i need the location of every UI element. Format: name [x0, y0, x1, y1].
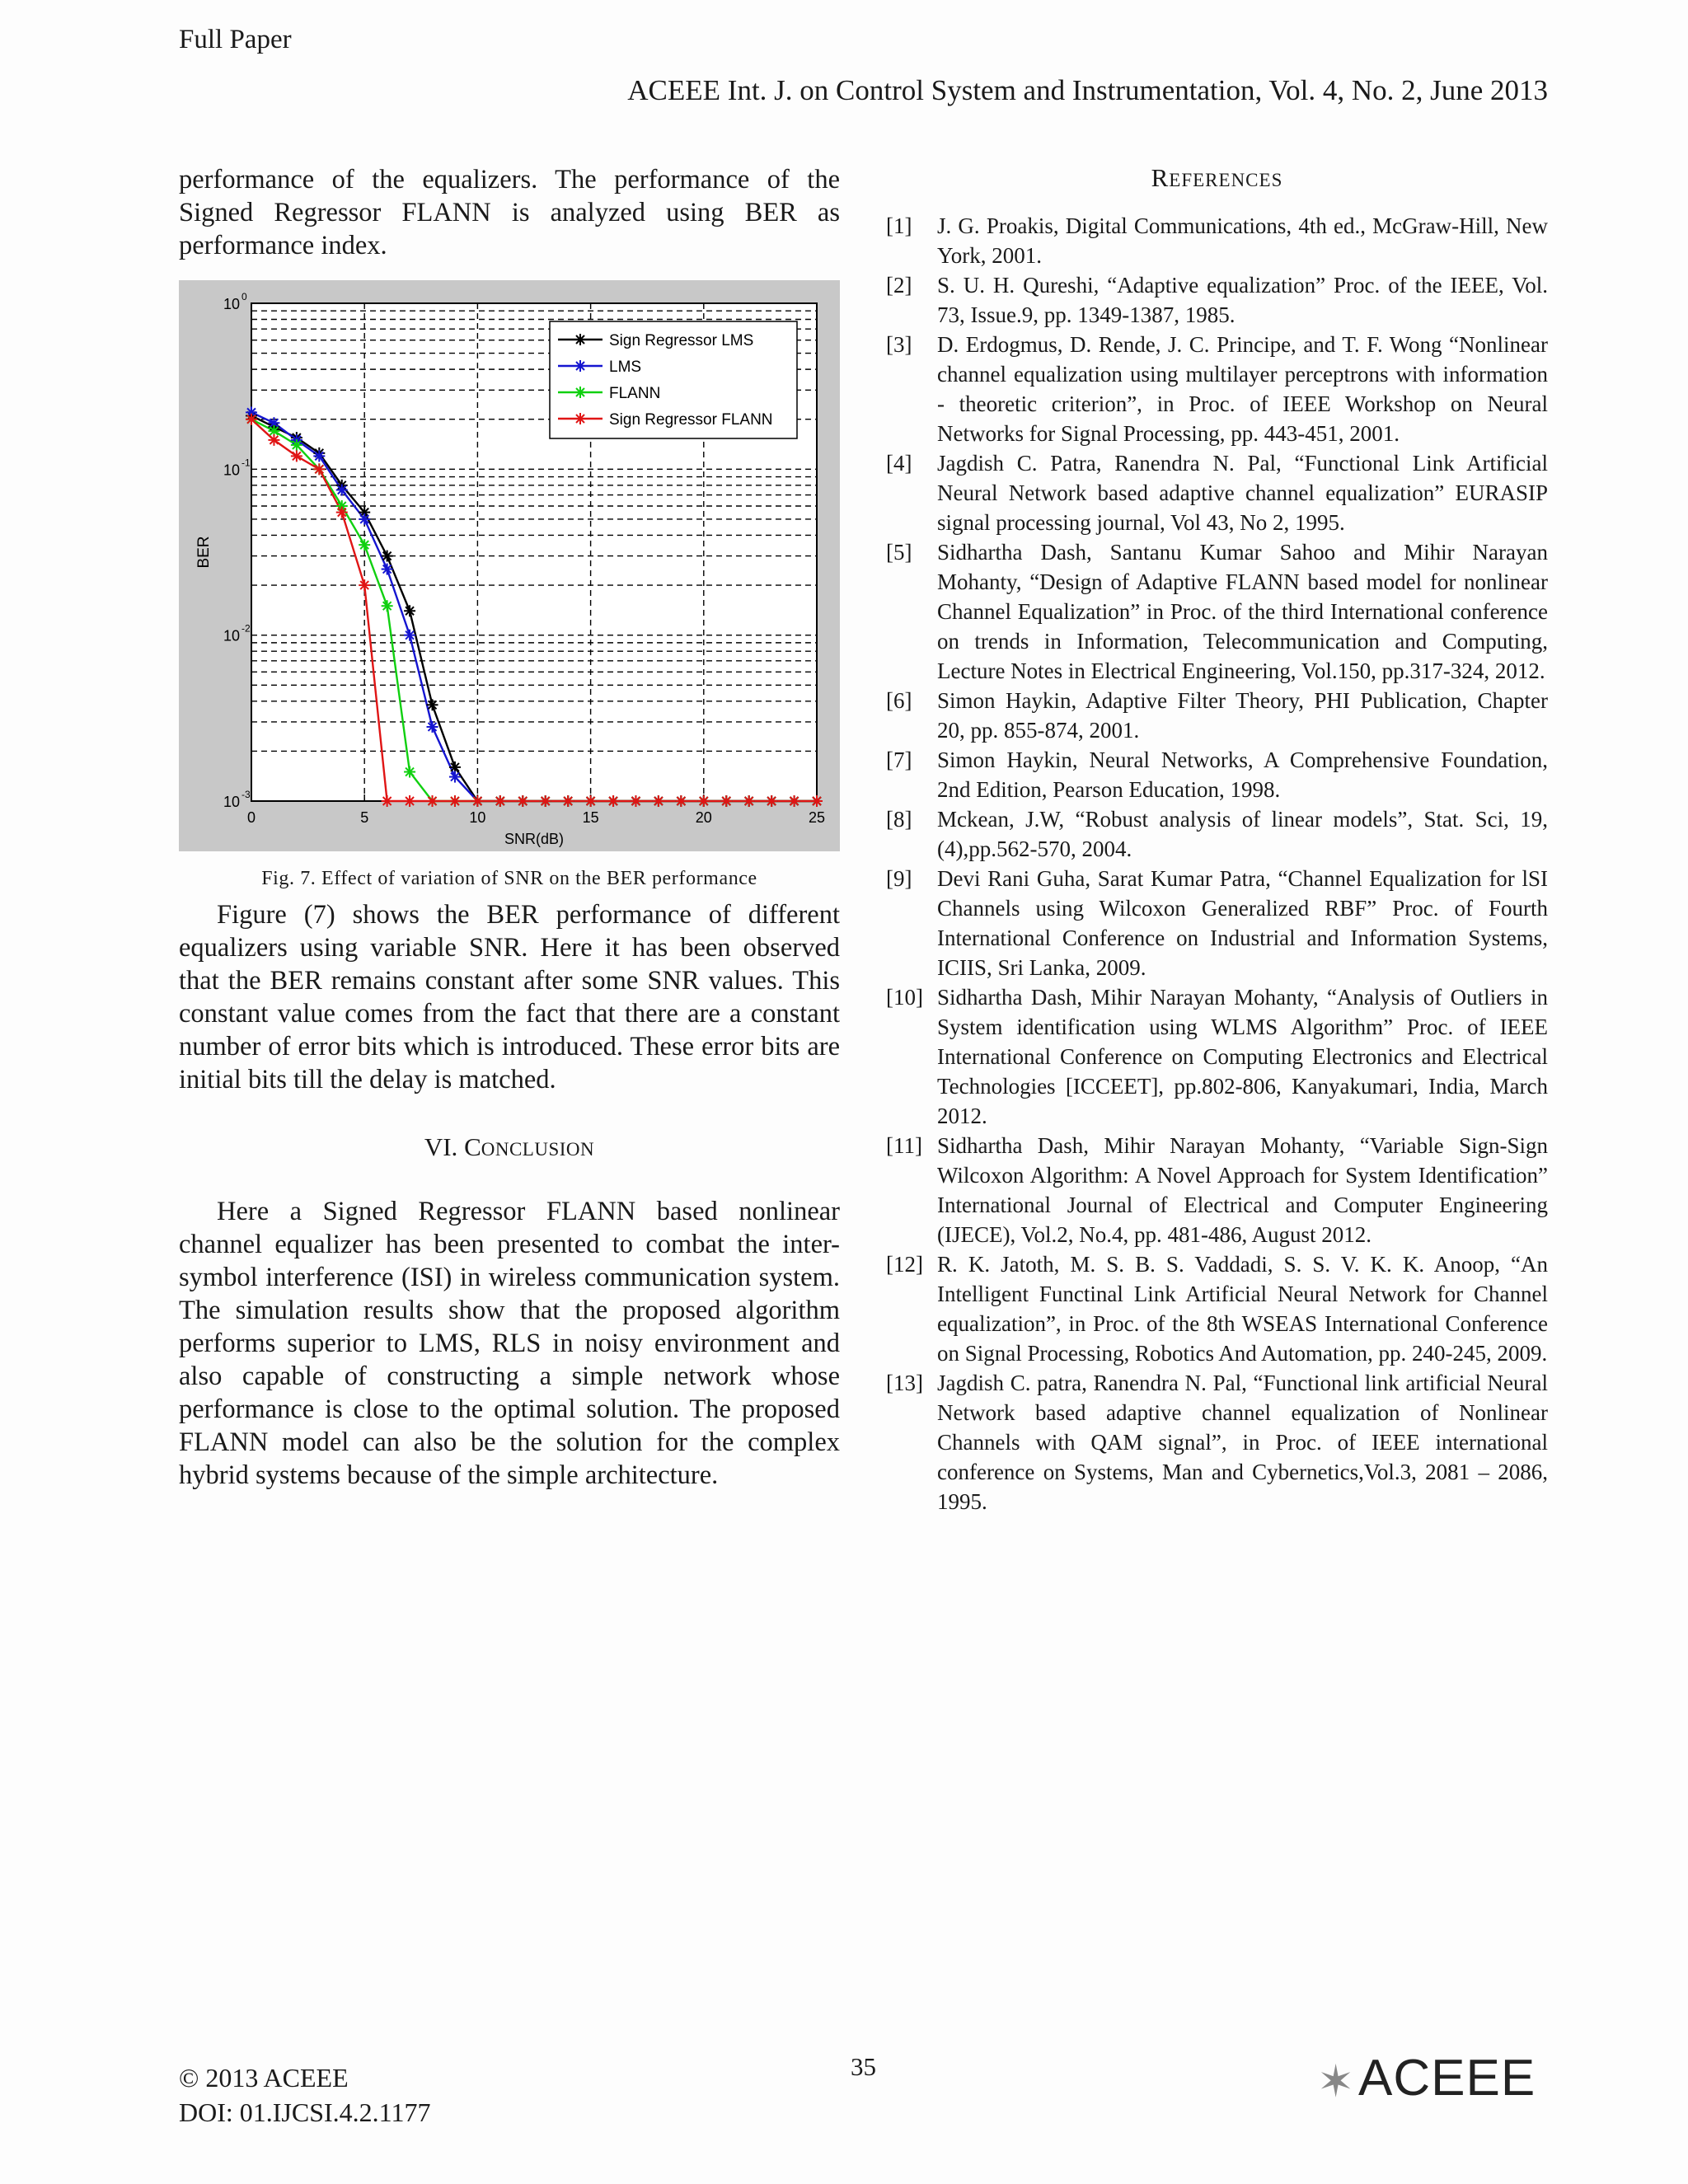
data-point-series-2	[382, 600, 393, 612]
data-point-series-3	[517, 795, 528, 807]
reference-list	[886, 211, 1548, 1516]
reference-item	[886, 745, 1548, 804]
data-point-series-0	[427, 699, 438, 710]
data-point-series-2	[404, 766, 415, 778]
section-heading-conclusion	[179, 1132, 840, 1162]
reference-item	[886, 804, 1548, 864]
conclusion-paragraph: Here a Signed Regressor FLANN based nonlinear channel equalizer has been presented to combat the inter-symbol interference (ISI) in wireless communication system. The simulation results show that the proposed algorithm performs superior to LMS, RLS in noisy environment and also capable of constructing a simple network whose performance is close to the optimal solution. The proposed FLANN model can also be the solution for the complex hybrid systems because of the simple architecture.	[179, 1197, 840, 1490]
reference-text: Simon Haykin, Adaptive Filter Theory, PHI Publication, Chapter 20, pp. 855-874, 2001.	[937, 688, 1548, 743]
data-point-series-3	[562, 795, 574, 807]
data-point-series-3	[291, 450, 302, 462]
data-point-series-1	[404, 630, 415, 641]
reference-number: [2]	[886, 273, 912, 298]
data-point-series-3	[449, 795, 461, 807]
section-initial: C	[464, 1132, 481, 1161]
data-point-series-2	[359, 539, 370, 551]
data-point-series-3	[789, 795, 800, 807]
data-point-series-3	[404, 795, 415, 807]
reference-text: Sidhartha Dash, Mihir Narayan Mohanty, “Analysis of Outliers in System identification using WLMS Algorithm” Proc. of IEEE International Conference on Computing Electronics and Electrical Technologies [ICCEET], pp.802-806, Kanyakumari, India, March 2012.	[937, 985, 1548, 1128]
references-heading	[886, 163, 1548, 193]
reference-text: J. G. Proakis, Digital Communications, 4th ed., McGraw-Hill, New York, 2001.	[937, 213, 1548, 268]
reference-number: [9]	[886, 866, 912, 891]
legend-label-3: Sign Regressor FLANN	[609, 411, 773, 429]
data-point-series-3	[607, 795, 619, 807]
data-point-series-3	[382, 795, 393, 807]
y-axis-label: BER	[195, 536, 213, 569]
data-point-series-2	[291, 439, 302, 451]
reference-number: [11]	[886, 1133, 922, 1158]
y-tick-exponent: -3	[241, 789, 251, 800]
y-tick-exponent: -1	[241, 457, 251, 469]
references-rest: EFERENCES	[1169, 170, 1283, 190]
reference-text: R. K. Jatoth, M. S. B. S. Vaddadi, S. S. V. K. K. Anoop, “An Intelligent Functinal Link Artificial Neural Network for Channel equalization”, in Proc. of the 8th WSEAS International Conference on Signal Processing, Robotics And Automation, pp. 240-245, 2009.	[937, 1252, 1548, 1366]
data-point-series-1	[382, 564, 393, 575]
reference-item	[886, 270, 1548, 330]
reference-text: Sidhartha Dash, Mihir Narayan Mohanty, “Variable Sign-Sign Wilcoxon Algorithm: A Novel Approach for System Identification” International Journal of Electrical and Computer Engineering (IJECE), Vol.2, No.4, pp. 481-486, August 2012.	[937, 1133, 1548, 1247]
reference-text: S. U. H. Qureshi, “Adaptive equalization” Proc. of the IEEE, Vol. 73, Issue.9, pp. 1349-1387, 1985.	[937, 273, 1548, 327]
x-tick-label: 20	[695, 809, 712, 826]
reference-item	[886, 982, 1548, 1131]
data-point-series-3	[246, 414, 257, 425]
reference-text: D. Erdogmus, D. Rende, J. C. Principe, and T. F. Wong “Nonlinear channel equalization using multilayer perceptrons with information - theoretic criterion”, in Proc. of IEEE Workshop on Neural Networks for Signal Processing, pp. 443-451, 2001.	[937, 332, 1548, 446]
reference-text: Devi Rani Guha, Sarat Kumar Patra, “Channel Equalization for lSI Channels using Wilcoxon Generalized RBF” Proc. of Fourth International Conference on Industrial and Information Systems, ICIIS, Sri Lanka, 2009.	[937, 866, 1548, 980]
section-numeral: VI.	[424, 1132, 465, 1161]
reference-number: [8]	[886, 807, 912, 832]
legend-marker-0	[574, 334, 586, 345]
reference-text: Sidhartha Dash, Santanu Kumar Sahoo and Mihir Narayan Mohanty, “Design of Adaptive FLANN based model for nonlinear Channel Equalization” in Proc. of the third International conference on trends in Information, Telecommunication and Computing, Lecture Notes in Electrical Engineering, Vol.150, pp.317-324, 2012.	[937, 540, 1548, 683]
data-point-series-3	[698, 795, 710, 807]
reference-number: [1]	[886, 213, 912, 238]
journal-header: ACEEE Int. J. on Control System and Instrumentation, Vol. 4, No. 2, June 2013	[627, 74, 1548, 106]
y-tick-exponent: -2	[241, 622, 251, 635]
reference-item	[886, 1131, 1548, 1249]
y-tick-exponent: 0	[241, 291, 247, 302]
reference-item	[886, 864, 1548, 982]
legend-marker-1	[574, 360, 586, 372]
intro-paragraph: performance of the equalizers. The performance of the Signed Regressor FLANN is analyzed using BER as performance index.	[179, 165, 840, 260]
data-point-series-3	[495, 795, 506, 807]
reference-number: [4]	[886, 451, 912, 476]
reference-text: Mckean, J.W, “Robust analysis of linear models”, Stat. Sci, 19, (4),pp.562-570, 2004.	[937, 807, 1548, 861]
x-tick-label: 10	[469, 809, 486, 826]
section-rest: ONCLUSION	[481, 1139, 595, 1160]
reference-text: Jagdish C. patra, Ranendra N. Pal, “Functional link artificial Neural Network based adaptive channel equalization of Nonlinear Channels with QAM signal”, in Proc. of IEEE international conference on Systems, Man and Cybernetics,Vol.3, 2081 – 2086, 1995.	[937, 1371, 1548, 1514]
references-column	[886, 163, 1548, 1516]
y-tick-label: 10	[223, 462, 240, 479]
data-point-series-3	[811, 795, 823, 807]
reference-item	[886, 1368, 1548, 1516]
paper-type-label: Full Paper	[179, 25, 292, 54]
y-tick-label: 10	[223, 627, 240, 644]
reference-number: [5]	[886, 540, 912, 565]
data-point-series-3	[268, 434, 279, 446]
figure-caption: Fig. 7. Effect of variation of SNR on the BER performance	[261, 868, 757, 889]
doi: DOI: 01.IJCSI.4.2.1177	[179, 2097, 431, 2127]
y-tick-label: 10	[223, 794, 240, 810]
star-icon: ✶	[1317, 2057, 1355, 2107]
reference-item	[886, 330, 1548, 448]
data-point-series-1	[359, 513, 370, 525]
x-tick-label: 0	[246, 809, 256, 826]
data-point-series-3	[540, 795, 551, 807]
data-point-series-1	[336, 484, 348, 495]
left-column	[179, 163, 840, 1492]
data-point-series-1	[313, 450, 325, 462]
figure-discussion-paragraph: Figure (7) shows the BER performance of different equalizers using variable SNR. Here it has been observed that the BER remains constant after some SNR values. This constant value comes from the fact that there are a constant number of error bits which is introduced. These error bits are initial bits till the delay is matched.	[179, 900, 840, 1094]
data-point-series-0	[404, 605, 415, 616]
reference-item	[886, 448, 1548, 537]
x-tick-label: 5	[360, 809, 369, 826]
reference-item	[886, 1249, 1548, 1368]
ber-snr-chart	[179, 280, 840, 851]
reference-number: [3]	[886, 332, 912, 357]
legend-label-0: Sign Regressor LMS	[609, 332, 754, 349]
y-tick-label: 10	[223, 296, 240, 312]
legend-label-1: LMS	[609, 359, 642, 376]
reference-item	[886, 537, 1548, 686]
x-axis-label: SNR(dB)	[504, 831, 565, 847]
reference-number: [6]	[886, 688, 912, 713]
data-point-series-3	[471, 795, 483, 807]
reference-text: Jagdish C. Patra, Ranendra N. Pal, “Functional Link Artificial Neural Network based adaptive channel equalization” EURASIP signal processing journal, Vol 43, No 2, 1995.	[937, 451, 1548, 535]
footer-left	[179, 2060, 430, 2130]
data-point-series-0	[382, 551, 393, 562]
data-point-series-1	[427, 721, 438, 733]
data-point-series-3	[720, 795, 732, 807]
references-initial: R	[1151, 163, 1170, 192]
data-point-series-3	[427, 795, 438, 807]
reference-number: [10]	[886, 985, 923, 1010]
reference-number: [7]	[886, 748, 912, 772]
copyright: © 2013 ACEEE	[179, 2063, 349, 2093]
data-point-series-3	[630, 795, 641, 807]
page-number: 35	[851, 2052, 876, 2081]
reference-item	[886, 686, 1548, 745]
legend-marker-3	[574, 413, 586, 424]
data-point-series-3	[313, 463, 325, 475]
data-point-series-1	[449, 771, 461, 783]
data-point-series-3	[359, 579, 370, 591]
data-point-series-3	[653, 795, 664, 807]
data-point-series-3	[336, 507, 348, 518]
ber-snr-figure	[179, 280, 840, 851]
data-point-series-3	[743, 795, 755, 807]
data-point-series-3	[585, 795, 597, 807]
legend-marker-2	[574, 387, 586, 398]
reference-text: Simon Haykin, Neural Networks, A Comprehensive Foundation, 2nd Edition, Pearson Education, 1998.	[937, 748, 1548, 802]
legend-label-2: FLANN	[609, 385, 661, 402]
logo-text: ACEEE	[1358, 2050, 1536, 2107]
reference-item	[886, 211, 1548, 270]
x-tick-label: 15	[582, 809, 599, 826]
reference-number: [12]	[886, 1252, 923, 1277]
data-point-series-3	[766, 795, 777, 807]
data-point-series-3	[675, 795, 687, 807]
reference-number: [13]	[886, 1371, 923, 1395]
aceee-logo	[1317, 2050, 1550, 2111]
x-tick-label: 25	[808, 809, 826, 826]
